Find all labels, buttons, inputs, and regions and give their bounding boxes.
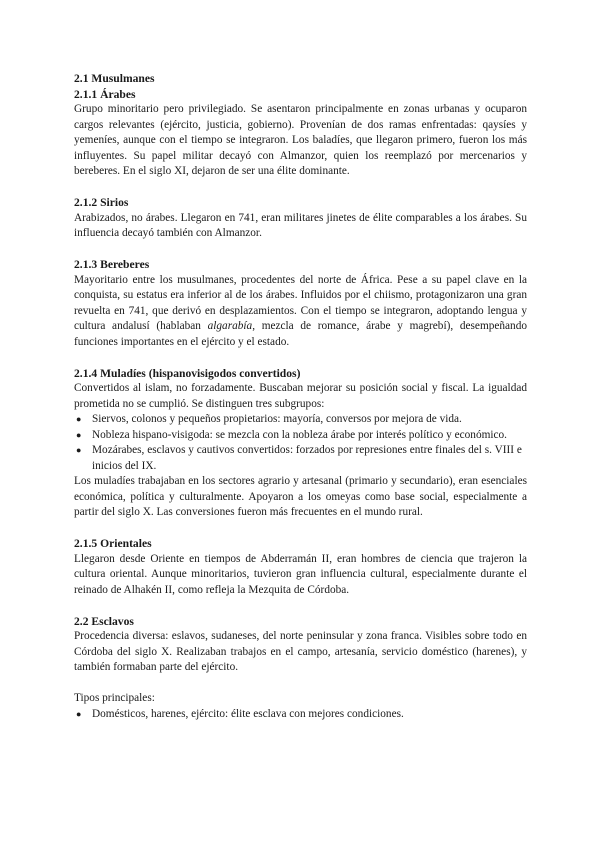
bereberes-text-italic: algarabía <box>207 320 253 332</box>
list-item-text: Siervos, colonos y pequeños propietarios: mayoría, conversos por mejora de vida. <box>92 413 462 425</box>
paragraph-arabes: Grupo minoritario pero privilegiado. Se asentaron principalmente en zonas urbanas y ocuparon cargos relevantes (ejército, justicia, gobierno). Provenían de dos ramas enfrentadas: qaysíes y yemeníes, aunque con el tiempo se integraron. Los baladíes, que llegaron primero, fueron los más influyentes. Su papel militar decayó con Almanzor, quien los reemplazó por mercenarios y bereberes. En el siglo XI, dejaron de ser una élite dominante. <box>74 103 527 177</box>
bullet-icon: ● <box>76 429 82 440</box>
list-esclavos <box>74 707 527 723</box>
document-page <box>74 71 527 722</box>
list-item <box>74 707 527 723</box>
list-item <box>74 428 527 444</box>
tipos-label: Tipos principales: <box>74 692 155 704</box>
list-item <box>74 412 527 428</box>
heading-bereberes: 2.1.3 Bereberes <box>74 258 150 271</box>
paragraph-bereberes <box>74 273 527 351</box>
heading-muladies: 2.1.4 Muladíes (hispanovisigodos convertidos) <box>74 366 301 380</box>
bullet-icon: ● <box>76 445 82 455</box>
bereberes-text-before: Mayoritario entre los musulmanes, procedentes del norte de África. Pese a su papel clave en la conquista, su estatus era inferior al de los árabes. Influidos por el chiismo, protagonizaron una gran revuelta en 741, que derivó en desplazamientos. Con el tiempo se integraron, adoptando lengua y cultura andalusí (hablaban <box>74 273 527 332</box>
bullet-icon: ● <box>76 708 82 719</box>
paragraph-orientales: Llegaron desde Oriente en tiempos de Abderramán II, eran hombres de ciencia que trajeron la cultura oriental. Aunque minoritarios, tuvieron gran influencia cultural, especialmente durante el reinado de Alhakén II, como refleja la Mezquita de Córdoba. <box>74 552 527 596</box>
paragraph-muladies-closing: Los muladíes trabajaban en los sectores agrario y artesanal (primario y secundario), eran esenciales económica, política y culturalmente. Apoyaron a los omeyas como base social, especialmente a partir del siglo X. Las conversiones fueron más frecuentes en el mundo rural. <box>74 475 527 518</box>
heading-esclavos: 2.2 Esclavos <box>74 614 134 628</box>
heading-musulmanes: 2.1 Musulmanes <box>74 72 155 85</box>
list-item-text: Nobleza hispano-visigoda: se mezcla con la nobleza árabe por interés político y económico. <box>92 428 508 441</box>
heading-sirios: 2.1.2 Sirios <box>74 196 129 209</box>
paragraph-esclavos: Procedencia diversa: eslavos, sudaneses, del norte peninsular y zona franca. Visibles sobre todo en Córdoba del siglo X. Realizaban trabajos en el campo, artesanía, servicio doméstico (harenes), y también formaban parte del ejército. <box>74 630 527 673</box>
list-muladies <box>74 412 527 474</box>
heading-orientales: 2.1.5 Orientales <box>74 537 152 550</box>
bereberes-text-after: , mezcla de romance, árabe y magrebí), desempeñando funciones importantes en el ejército y el estado. <box>74 320 527 348</box>
list-item-text: Domésticos, harenes, ejército: élite esclava con mejores condiciones. <box>92 707 404 720</box>
bullet-icon: ● <box>76 414 82 424</box>
heading-arabes: 2.1.1 Árabes <box>74 87 136 101</box>
paragraph-muladies-intro: Convertidos al islam, no forzadamente. Buscaban mejorar su posición social y fiscal. La igualdad prometida no se cumplió. Se distinguen tres subgrupos: <box>74 382 527 410</box>
paragraph-sirios: Arabizados, no árabes. Llegaron en 741, eran militares jinetes de élite comparables a los árabes. Su influencia decayó también con Almanzor. <box>74 211 527 239</box>
list-item-text: Mozárabes, esclavos y cautivos convertidos: forzados por represiones entre finales del s. VIII e inicios del IX. <box>92 444 522 472</box>
list-item <box>74 443 527 474</box>
